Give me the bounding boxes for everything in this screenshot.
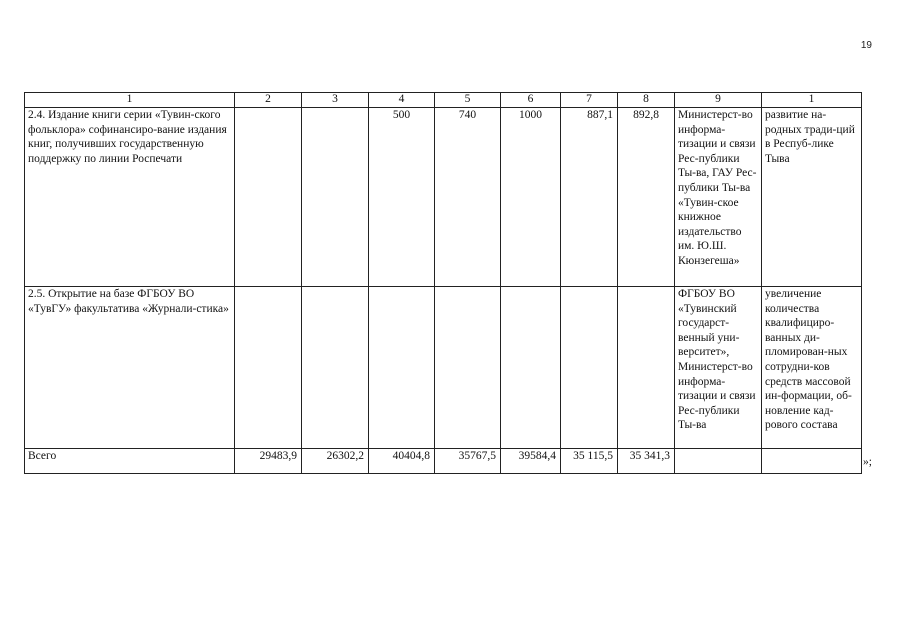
program-table — [24, 92, 862, 474]
value-cell-3 — [302, 287, 369, 449]
executor-cell: Министерст-во информа-тизации и связи Рес-публики Ты-ва, ГАУ Рес-публики Ты-ва «Тувин-ское книжное издательство им. Ю.Ш. Кюнзегеша» — [675, 108, 762, 287]
total-executor-cell — [675, 449, 762, 474]
total-cell-6: 39584,4 — [501, 449, 561, 474]
header-cell-7: 7 — [561, 93, 618, 108]
result-cell: развитие на-родных тради-ций в Респуб-лике Тыва — [762, 108, 862, 287]
value-cell-5 — [435, 287, 501, 449]
activity-name: 2.4. Издание книги серии «Тувин-ского фольклора» софинансиро-вание издания книг, получивших государственную поддержку по линии Роспечати — [25, 108, 235, 287]
activity-name: 2.5. Открытие на базе ФГБОУ ВО «ТувГУ» факультатива «Журнали-стика» — [25, 287, 235, 449]
total-cell-3: 26302,2 — [302, 449, 369, 474]
total-row — [25, 449, 862, 474]
value-cell-2 — [235, 287, 302, 449]
value-cell-3 — [302, 108, 369, 287]
header-cell-5: 5 — [435, 93, 501, 108]
table-row — [25, 108, 862, 287]
value-cell-7: 887,1 — [561, 108, 618, 287]
header-cell-8: 8 — [618, 93, 675, 108]
total-result-cell — [762, 449, 862, 474]
value-cell-6: 1000 — [501, 108, 561, 287]
header-cell-9: 9 — [675, 93, 762, 108]
header-row — [25, 93, 862, 108]
result-cell: увеличение количества квалифициро-ванных ди-пломирован-ных сотрудни-ков средств массовой ин-формации, об-новление кад-рового состава — [762, 287, 862, 449]
total-cell-7: 35 115,5 — [561, 449, 618, 474]
header-cell-3: 3 — [302, 93, 369, 108]
total-cell-5: 35767,5 — [435, 449, 501, 474]
value-cell-8 — [618, 287, 675, 449]
value-cell-7 — [561, 287, 618, 449]
page-number: 19 — [860, 40, 872, 51]
header-cell-6: 6 — [501, 93, 561, 108]
table-row — [25, 287, 862, 449]
header-cell-10: 1 — [762, 93, 862, 108]
value-cell-5: 740 — [435, 108, 501, 287]
value-cell-6 — [501, 287, 561, 449]
executor-cell: ФГБОУ ВО «Тувинский государст-венный уни-верситет», Министерст-во информа-тизации и связи Рес-публики Ты-ва — [675, 287, 762, 449]
total-label: Всего — [25, 449, 235, 474]
closing-quote-mark: »; — [863, 456, 872, 468]
value-cell-4 — [369, 287, 435, 449]
header-cell-1: 1 — [25, 93, 235, 108]
total-cell-2: 29483,9 — [235, 449, 302, 474]
header-cell-2: 2 — [235, 93, 302, 108]
total-cell-4: 40404,8 — [369, 449, 435, 474]
total-cell-8: 35 341,3 — [618, 449, 675, 474]
value-cell-4: 500 — [369, 108, 435, 287]
header-cell-4: 4 — [369, 93, 435, 108]
value-cell-8: 892,8 — [618, 108, 675, 287]
value-cell-2 — [235, 108, 302, 287]
